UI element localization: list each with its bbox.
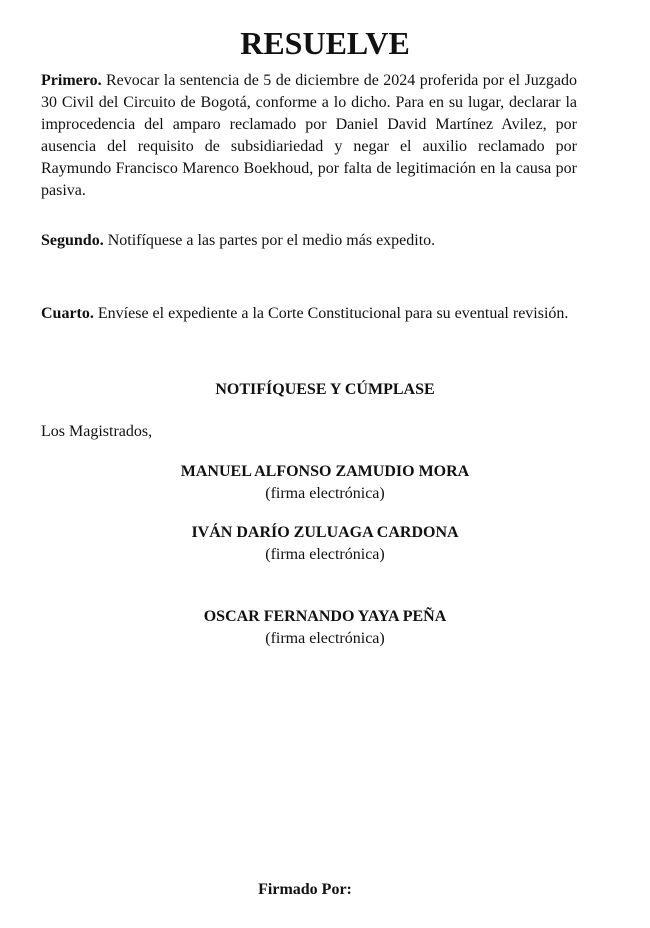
resolution-lead: Cuarto. bbox=[41, 305, 94, 322]
signature-block bbox=[0, 606, 650, 650]
resolution-second bbox=[41, 230, 577, 252]
resolution-text: Revocar la sentencia de 5 de diciembre de 2024 proferida por el Juzgado 30 Civil del Circuito de Bogotá, conforme a lo dicho. Para en su lugar, declarar la improcedencia del amparo reclamado por Daniel David Martínez Avilez, por ausencia del requisito de subsidiariedad y negar el auxilio reclamado por Raymundo Francisco Marenco Boekhoud, por falta de legitimación en la causa por pasiva. bbox=[41, 72, 577, 199]
signer-name: MANUEL ALFONSO ZAMUDIO MORA bbox=[180, 463, 470, 480]
signer-name: IVÁN DARÍO ZULUAGA CARDONA bbox=[191, 524, 459, 541]
resolution-lead: Segundo. bbox=[41, 232, 104, 249]
signature-note: (firma electrónica) bbox=[265, 630, 385, 647]
resolution-text: Notifíquese a las partes por el medio más expedito. bbox=[103, 232, 436, 249]
signed-by-label: Firmado Por: bbox=[258, 881, 352, 898]
closing-formula: NOTIFÍQUESE Y CÚMPLASE bbox=[215, 381, 435, 398]
signature-block bbox=[0, 522, 650, 566]
signature-note: (firma electrónica) bbox=[265, 485, 385, 502]
signature-note: (firma electrónica) bbox=[265, 546, 385, 563]
magistrates-intro: Los Magistrados, bbox=[41, 423, 153, 440]
signer-name: OSCAR FERNANDO YAYA PEÑA bbox=[203, 608, 447, 625]
signature-block bbox=[0, 461, 650, 505]
resolution-lead: Primero. bbox=[41, 72, 102, 89]
resolution-text: Envíese el expediente a la Corte Constitucional para su eventual revisión. bbox=[93, 305, 569, 322]
document-title: RESUELVE bbox=[240, 25, 410, 61]
resolution-first bbox=[41, 70, 577, 202]
resolution-fourth bbox=[41, 303, 577, 325]
